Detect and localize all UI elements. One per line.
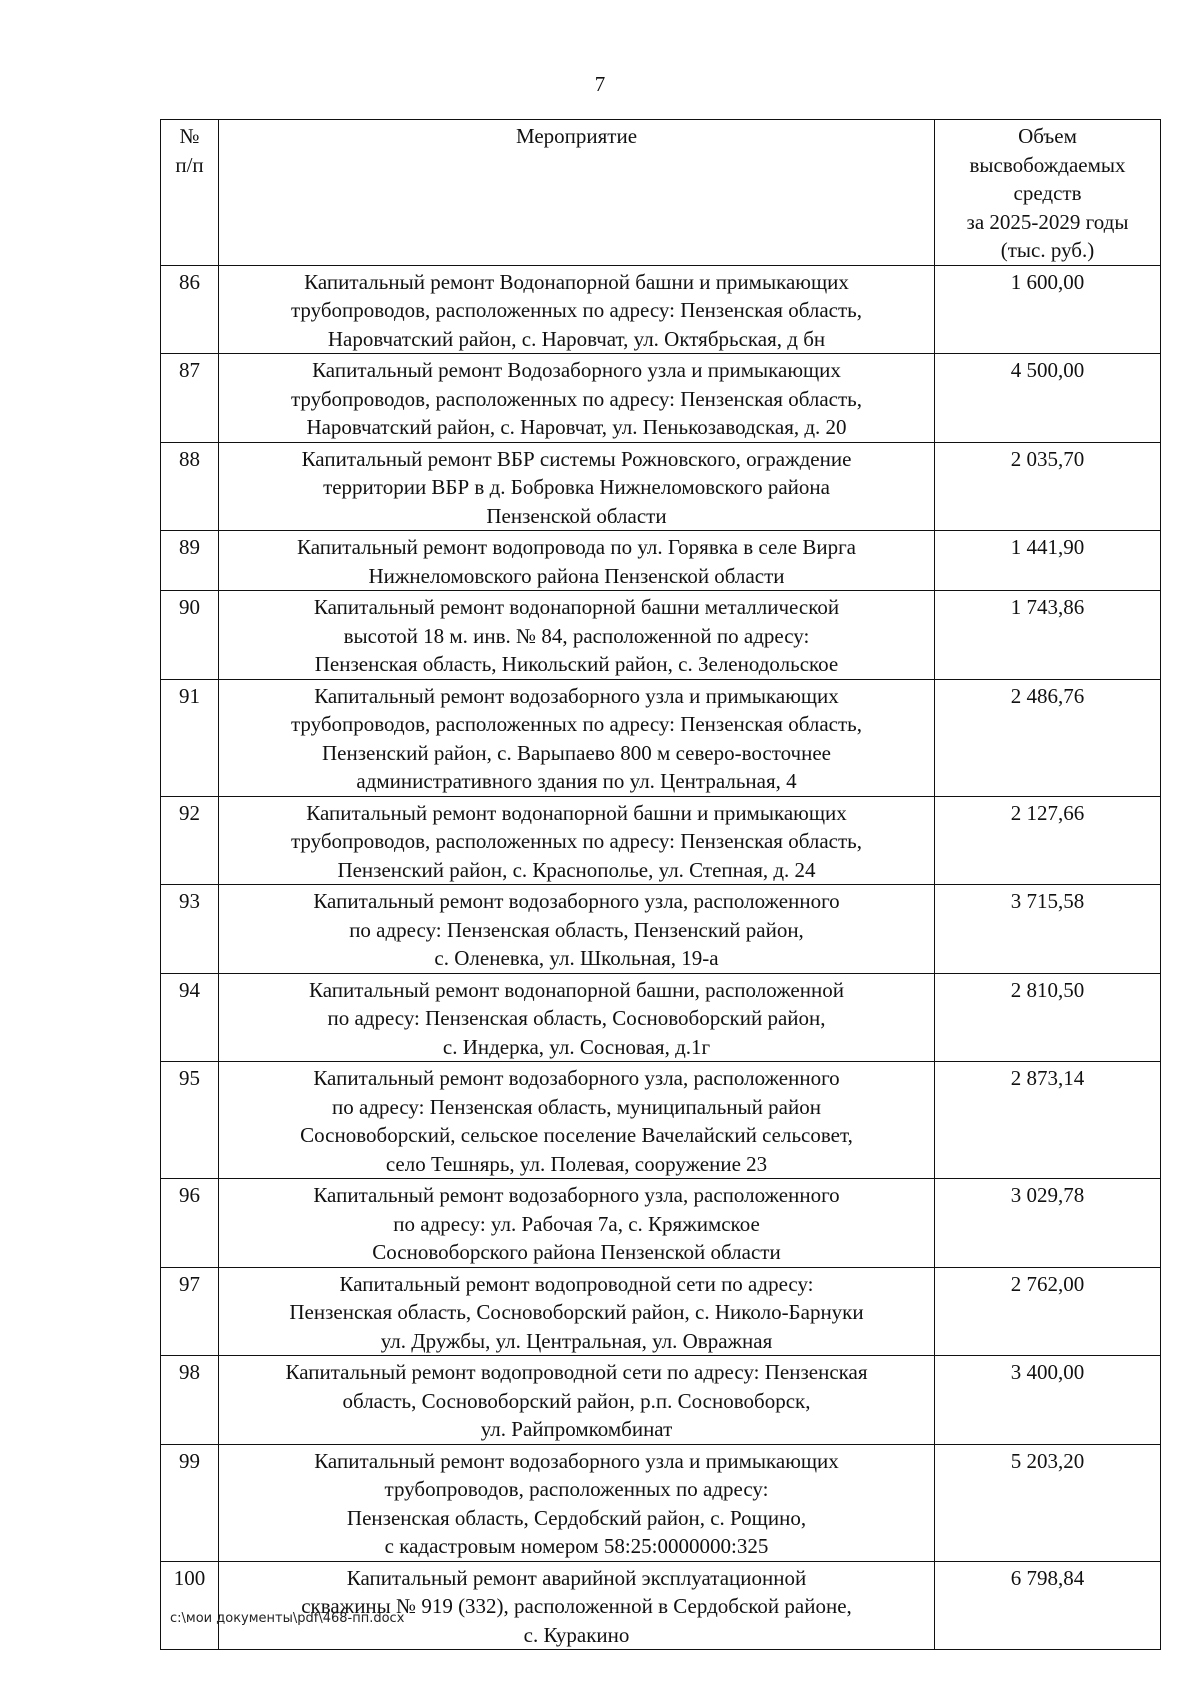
row-event: Капитальный ремонт водонапорной башни металлической высотой 18 м. инв. № 84, расположенной по адресу: Пензенская область, Никольский район, с. Зеленодольское xyxy=(219,591,935,680)
header-number-text: № п/п xyxy=(175,124,204,177)
table-row xyxy=(161,1267,1161,1356)
row-event: Капитальный ремонт водонапорной башни и примыкающих трубопроводов, расположенных по адресу: Пензенская область, Пензенский район, с. Краснополье, ул. Степная, д. 24 xyxy=(219,796,935,885)
row-event: Капитальный ремонт водопровода по ул. Горявка в селе Вирга Нижнеломовского района Пензенской области xyxy=(219,531,935,591)
table-row xyxy=(161,442,1161,531)
header-number xyxy=(161,120,219,266)
file-path-footer: c:\мои документы\pdf\468-пп.docx xyxy=(170,1611,405,1626)
row-value: 2 873,14 xyxy=(935,1062,1161,1179)
table-row xyxy=(161,531,1161,591)
row-event: Капитальный ремонт водозаборного узла, расположенного по адресу: ул. Рабочая 7а, с. Кряжимское Сосновоборского района Пензенской области xyxy=(219,1179,935,1268)
row-value: 6 798,84 xyxy=(935,1561,1161,1650)
table-row xyxy=(161,1444,1161,1561)
table-row xyxy=(161,973,1161,1062)
table-row xyxy=(161,796,1161,885)
table-row xyxy=(161,679,1161,796)
row-number: 89 xyxy=(161,531,219,591)
row-event: Капитальный ремонт водозаборного узла и примыкающих трубопроводов, расположенных по адресу: Пензенская область, Пензенский район, с. Варыпаево 800 м северо-восточнее административного здания по ул. Центральная, 4 xyxy=(219,679,935,796)
table-row xyxy=(161,354,1161,443)
row-value: 4 500,00 xyxy=(935,354,1161,443)
row-number: 99 xyxy=(161,1444,219,1561)
row-event: Капитальный ремонт водопроводной сети по адресу: Пензенская область, Сосновоборский район, р.п. Сосновоборск, ул. Райпромкомбинат xyxy=(219,1356,935,1445)
row-value: 5 203,20 xyxy=(935,1444,1161,1561)
row-number: 92 xyxy=(161,796,219,885)
table-row xyxy=(161,1062,1161,1179)
row-event: Капитальный ремонт водонапорной башни, расположенной по адресу: Пензенская область, Сосновоборский район, с. Индерка, ул. Сосновая, д.1г xyxy=(219,973,935,1062)
row-number: 94 xyxy=(161,973,219,1062)
funds-table xyxy=(160,119,1161,1650)
row-number: 91 xyxy=(161,679,219,796)
table-row xyxy=(161,885,1161,974)
table-header-row xyxy=(161,120,1161,266)
row-value: 3 400,00 xyxy=(935,1356,1161,1445)
row-event: Капитальный ремонт ВБР системы Рожновского, ограждение территории ВБР в д. Бобровка Нижнеломовского района Пензенской области xyxy=(219,442,935,531)
row-value: 2 035,70 xyxy=(935,442,1161,531)
row-number: 95 xyxy=(161,1062,219,1179)
row-number: 96 xyxy=(161,1179,219,1268)
row-number: 100 xyxy=(161,1561,219,1650)
row-value: 2 127,66 xyxy=(935,796,1161,885)
row-value: 2 810,50 xyxy=(935,973,1161,1062)
row-event: Капитальный ремонт водозаборного узла и примыкающих трубопроводов, расположенных по адресу: Пензенская область, Сердобский район, с. Рощино, с кадастровым номером 58:25:0000000:325 xyxy=(219,1444,935,1561)
table-row xyxy=(161,1561,1161,1650)
row-value: 3 029,78 xyxy=(935,1179,1161,1268)
row-event: Капитальный ремонт Водозаборного узла и примыкающих трубопроводов, расположенных по адресу: Пензенская область, Наровчатский район, с. Наровчат, ул. Пенькозаводская, д. 20 xyxy=(219,354,935,443)
row-event: Капитальный ремонт Водонапорной башни и примыкающих трубопроводов, расположенных по адресу: Пензенская область, Наровчатский район, с. Наровчат, ул. Октябрьская, д бн xyxy=(219,265,935,354)
row-value: 1 600,00 xyxy=(935,265,1161,354)
row-number: 97 xyxy=(161,1267,219,1356)
page-number: 7 xyxy=(594,72,606,96)
table-row xyxy=(161,591,1161,680)
row-number: 98 xyxy=(161,1356,219,1445)
row-value: 2 486,76 xyxy=(935,679,1161,796)
row-number: 88 xyxy=(161,442,219,531)
header-volume xyxy=(935,120,1161,266)
row-event: Капитальный ремонт водозаборного узла, расположенного по адресу: Пензенская область, Пензенский район, с. Оленевка, ул. Школьная, 19-а xyxy=(219,885,935,974)
row-value: 3 715,58 xyxy=(935,885,1161,974)
row-number: 93 xyxy=(161,885,219,974)
header-event xyxy=(219,120,935,266)
header-volume-text: Объем высвобождаемых средств за 2025-2029 годы (тыс. руб.) xyxy=(966,124,1129,262)
row-number: 86 xyxy=(161,265,219,354)
row-value: 2 762,00 xyxy=(935,1267,1161,1356)
row-event: Капитальный ремонт водопроводной сети по адресу: Пензенская область, Сосновоборский район, с. Николо-Барнуки ул. Дружбы, ул. Центральная, ул. Овражная xyxy=(219,1267,935,1356)
table-row xyxy=(161,1179,1161,1268)
table-row xyxy=(161,265,1161,354)
table-row xyxy=(161,1356,1161,1445)
row-event: Капитальный ремонт водозаборного узла, расположенного по адресу: Пензенская область, муниципальный район Сосновоборский, сельское поселение Вачелайский сельсовет, село Тешнярь, ул. Полевая, сооружение 23 xyxy=(219,1062,935,1179)
header-event-text: Мероприятие xyxy=(515,124,638,148)
row-number: 87 xyxy=(161,354,219,443)
row-value: 1 441,90 xyxy=(935,531,1161,591)
row-event: Капитальный ремонт аварийной эксплуатационной скважины № 919 (332), расположенной в Сердобской районе, с. Куракино xyxy=(219,1561,935,1650)
row-value: 1 743,86 xyxy=(935,591,1161,680)
row-number: 90 xyxy=(161,591,219,680)
